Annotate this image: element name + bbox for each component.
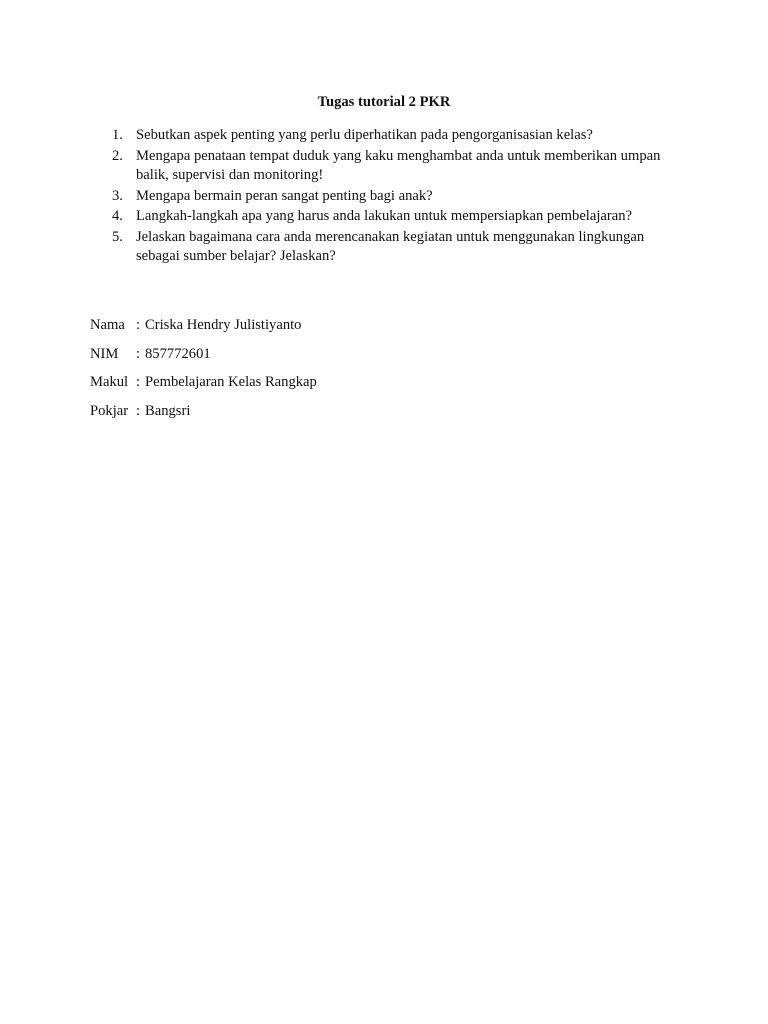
info-separator: :	[136, 374, 141, 390]
info-row-pokjar	[90, 401, 490, 430]
info-label: Makul	[90, 374, 129, 390]
info-separator: :	[136, 402, 141, 419]
question-item	[90, 187, 690, 207]
student-info	[90, 315, 490, 429]
document-title: Tugas tutorial 2 PKR	[317, 94, 451, 110]
info-label: Nama	[90, 317, 125, 333]
question-number: 1.	[112, 127, 123, 143]
info-value: Bangsri	[145, 402, 191, 419]
info-row-nama	[90, 315, 490, 344]
question-number: 5.	[112, 228, 123, 245]
question-text: Mengapa bermain peran sangat penting bagi anak?	[136, 187, 433, 204]
info-row-makul	[90, 372, 490, 401]
question-item	[90, 228, 690, 267]
info-row-nim	[90, 344, 490, 373]
question-text: Jelaskan bagaimana cara anda merencanakan kegiatan untuk menggunakan lingkungan sebagai sumber belajar? Jelaskan?	[136, 228, 645, 264]
info-separator: :	[136, 317, 141, 333]
info-label: NIM	[90, 345, 119, 362]
info-value: Criska Hendry Julistiyanto	[145, 317, 302, 333]
question-number: 4.	[112, 208, 123, 224]
question-text: Sebutkan aspek penting yang perlu diperhatikan pada pengorganisasian kelas?	[136, 127, 593, 143]
info-label: Pokjar	[90, 402, 129, 419]
info-value: Pembelajaran Kelas Rangkap	[145, 374, 317, 390]
question-text: Mengapa penataan tempat duduk yang kaku menghambat anda untuk memberikan umpan balik, supervisi dan monitoring!	[136, 147, 661, 183]
question-item	[90, 207, 690, 227]
question-number: 3.	[112, 187, 123, 204]
question-list	[90, 126, 690, 268]
info-value: 857772601	[145, 345, 211, 362]
question-item	[90, 147, 690, 186]
info-separator: :	[136, 345, 141, 362]
question-number: 2.	[112, 147, 123, 164]
question-text: Langkah-langkah apa yang harus anda lakukan untuk mempersiapkan pembelajaran?	[136, 208, 632, 224]
question-item	[90, 126, 690, 146]
